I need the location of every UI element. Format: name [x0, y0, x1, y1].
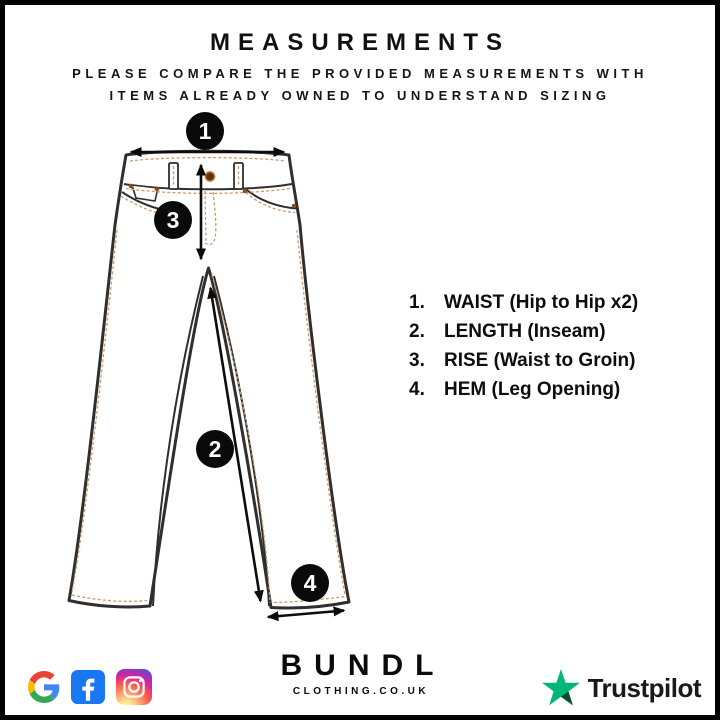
- marker-1-waist: [186, 112, 224, 150]
- trustpilot-label: Trustpilot: [587, 672, 701, 703]
- brand-name: BUNDL: [280, 649, 446, 682]
- marker-3-number: 3: [166, 206, 180, 233]
- legend-item-hem: [409, 379, 715, 408]
- trustpilot-logo: [540, 667, 701, 709]
- marker-2-length: [196, 430, 234, 468]
- legend-number: 1.: [409, 292, 425, 313]
- legend-label: WAIST (Hip to Hip x2): [444, 292, 639, 313]
- google-icon: [28, 671, 60, 703]
- legend-item-waist: [409, 292, 715, 321]
- marker-3-rise: [154, 201, 192, 239]
- trustpilot-star-icon: [540, 668, 582, 708]
- marker-4-number: 4: [303, 569, 317, 596]
- brand-domain: CLOTHING.CO.UK: [292, 686, 430, 697]
- jeans-button: [205, 172, 214, 181]
- measurement-legend: [409, 292, 715, 408]
- subtitle-line-1: PLEASE COMPARE THE PROVIDED MEASUREMENTS WITH: [72, 66, 648, 81]
- legend-label: LENGTH (Inseam): [444, 321, 606, 342]
- legend-item-rise: [409, 350, 715, 379]
- facebook-icon: [71, 670, 105, 704]
- subtitle-line-2: ITEMS ALREADY OWNED TO UNDERSTAND SIZING: [109, 88, 611, 103]
- social-icons: [28, 667, 152, 707]
- hem-arrow: [268, 611, 344, 618]
- legend-label: RISE (Waist to Groin): [444, 350, 636, 371]
- page-title: MEASUREMENTS: [209, 29, 510, 56]
- jeans-outline: [69, 151, 349, 608]
- marker-4-hem: [291, 564, 329, 602]
- marker-1-number: 1: [198, 117, 212, 144]
- marker-2-number: 2: [208, 435, 222, 462]
- legend-label: HEM (Leg Opening): [444, 379, 621, 400]
- instagram-icon: [116, 669, 152, 705]
- legend-number: 2.: [409, 321, 425, 342]
- legend-number: 4.: [409, 379, 425, 400]
- brand-logo: [275, 649, 446, 697]
- legend-number: 3.: [409, 350, 425, 371]
- legend-item-length: [409, 321, 715, 350]
